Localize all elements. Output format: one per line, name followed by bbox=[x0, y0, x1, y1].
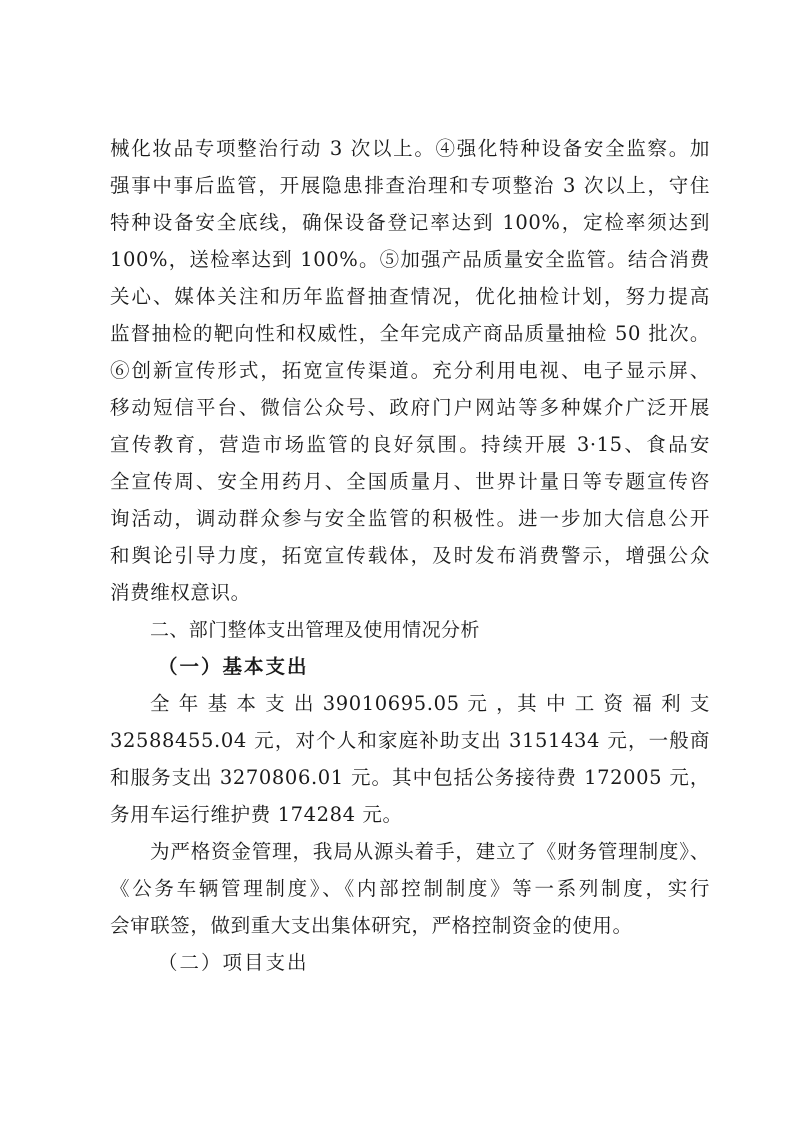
body-text-line: 械化妆品专项整治行动 3 次以上。④强化特种设备安全监察。加 bbox=[110, 137, 710, 160]
subsection-heading-basic: （一）基本支出 bbox=[158, 655, 309, 678]
body-text-line: 询活动，调动群众参与安全监管的积极性。进一步加大信息公开 bbox=[110, 507, 710, 530]
body-text-line: 强事中事后监管，开展隐患排查治理和专项整治 3 次以上，守住 bbox=[110, 174, 710, 197]
body-text-line: 监督抽检的靶向性和权威性，全年完成产商品质量抽检 50 批次。 bbox=[110, 322, 710, 345]
body-text-line: 宣传教育，营造市场监管的良好氛围。持续开展 3·15、食品安 bbox=[110, 433, 710, 456]
control-paragraph-line: 会审联签，做到重大支出集体研究，严格控制资金的使用。 bbox=[110, 914, 633, 937]
basic-expenditure-line: 和服务支出 3270806.01 元。其中包括公务接待费 172005 元， bbox=[110, 766, 710, 789]
body-text-line: 移动短信平台、微信公众号、政府门户网站等多种媒介广泛开展 bbox=[110, 396, 710, 419]
basic-expenditure-line: 全 年 基 本 支 出 39010695.05 元 ，其 中 工 资 福 利 支 bbox=[150, 692, 710, 715]
body-text-line: 关心、媒体关注和历年监督抽查情况，优化抽检计划，努力提高 bbox=[110, 285, 710, 308]
body-text-line: 消费维权意识。 bbox=[110, 581, 251, 604]
subsection-heading-project: （二）项目支出 bbox=[158, 951, 309, 974]
basic-expenditure-line: 32588455.04 元，对个人和家庭补助支出 3151434 元，一般商 bbox=[110, 729, 710, 752]
control-paragraph-line: 为严格资金管理，我局从源头着手，建立了《财务管理制度》、 bbox=[150, 840, 710, 863]
control-paragraph-line: 《公务车辆管理制度》、《内部控制制度》等一系列制度，实行 bbox=[110, 877, 710, 900]
basic-expenditure-line: 务用车运行维护费 174284 元。 bbox=[110, 803, 403, 826]
body-text-line: 100%，送检率达到 100%。⑤加强产品质量安全监管。结合消费 bbox=[110, 248, 710, 271]
body-text-line: 特种设备安全底线，确保设备登记率达到 100%，定检率须达到 bbox=[110, 211, 710, 234]
body-text-line: 全宣传周、安全用药月、全国质量月、世界计量日等专题宣传咨 bbox=[110, 470, 710, 493]
body-text-line: 和舆论引导力度，拓宽宣传载体，及时发布消费警示，增强公众 bbox=[110, 544, 710, 567]
body-text-line: ⑥创新宣传形式，拓宽宣传渠道。充分利用电视、电子显示屏、 bbox=[110, 359, 710, 382]
section-heading: 二、部门整体支出管理及使用情况分析 bbox=[150, 619, 480, 641]
